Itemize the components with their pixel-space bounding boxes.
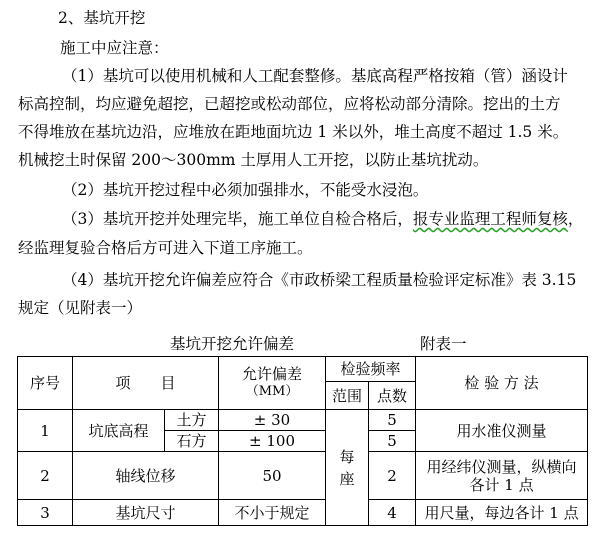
- row-1-pts-a: 5: [369, 410, 416, 431]
- row-1-no: 1: [18, 410, 73, 452]
- table-row: [18, 500, 588, 526]
- header-points: 点数: [369, 382, 416, 410]
- header-tolerance-unit: （MM）: [245, 384, 299, 399]
- row-2-method-line-2: 各计 1 点: [469, 475, 534, 494]
- row-3-method: 用尺量，每边各计 1 点: [416, 500, 588, 526]
- row-1-tol-b: ± 100: [219, 431, 326, 452]
- table-title: 基坑开挖允许偏差: [170, 335, 295, 353]
- table-row: [18, 452, 588, 500]
- paragraph-1-line-1: （1）基坑可以使用机械和人工配套整修。基底高程严格按箱（管）涵设计: [62, 67, 568, 85]
- table-reference: 附表一: [420, 335, 467, 353]
- paragraph-3-part-c: ，: [567, 210, 584, 228]
- section-heading: 2、基坑开挖: [58, 9, 146, 27]
- table-row: [18, 410, 588, 431]
- paragraph-1-line-2: 标高控制，均应避免超挖，已超挖或松动部位，应将松动部分清除。挖出的土方: [18, 95, 561, 113]
- row-1-item: 坑底高程: [73, 410, 165, 452]
- header-method: 检 验 方 法: [416, 357, 588, 410]
- header-row-1: [18, 357, 588, 382]
- row-3-tol: 不小于规定: [219, 500, 326, 526]
- paragraph-3-line-2: 经监理复验合格后方可进入下道工序施工。: [18, 239, 313, 257]
- header-item: 项 目: [73, 357, 219, 410]
- paragraph-2: （2）基坑开挖过程中必须加强排水，不能受水浸泡。: [62, 181, 429, 199]
- range-value: [326, 446, 368, 490]
- paragraph-1-line-4: 机械挖土时保留 200～300mm 土厚用人工开挖，以防止基坑扰动。: [18, 151, 489, 169]
- row-2-method: [416, 452, 588, 500]
- paragraph-1-line-3: 不得堆放在基坑边沿，应堆放在距地面坑边 1 米以外，堆土高度不超过 1.5 米。: [18, 123, 569, 141]
- row-3-pts: 4: [369, 500, 416, 526]
- row-2-pts: 2: [369, 452, 416, 500]
- range-cell: [326, 410, 369, 526]
- range-char-1: 每: [339, 447, 355, 466]
- intro-text: 施工中应注意：: [60, 39, 169, 57]
- paragraph-3-part-a: （3）基坑开挖并处理完毕，施工单位自检合格后，: [62, 210, 413, 228]
- row-1-tol-a: ± 30: [219, 410, 326, 431]
- range-char-2: 座: [339, 469, 355, 488]
- tolerance-table: [17, 356, 588, 526]
- row-3-item: 基坑尺寸: [73, 500, 219, 526]
- row-1-pts-b: 5: [369, 431, 416, 452]
- row-1-method: 用水准仪测量: [416, 410, 588, 452]
- header-frequency: 检验频率: [326, 357, 416, 382]
- paragraph-4-line-2: 规定（见附表一）: [18, 299, 143, 317]
- row-2-method-line-1: 用经纬仪测量，纵横向: [426, 457, 577, 476]
- row-2-item: 轴线位移: [73, 452, 219, 500]
- header-tolerance-label: 允许偏差: [242, 365, 303, 383]
- row-1-sub-b: 石方: [165, 431, 219, 452]
- paragraph-4-line-1: （4）基坑开挖允许偏差应符合《市政桥梁工程质量检验评定标准》表 3.15: [62, 271, 577, 289]
- row-3-no: 3: [18, 500, 73, 526]
- header-range: 范围: [326, 382, 369, 410]
- row-2-tol: 50: [219, 452, 326, 500]
- row-2-no: 2: [18, 452, 73, 500]
- paragraph-3-underlined: 报专业监理工程师复核: [412, 210, 568, 228]
- header-tolerance: [219, 357, 326, 410]
- paragraph-3-line-1: [62, 209, 583, 229]
- row-1-sub-a: 土方: [165, 410, 219, 431]
- header-no: 序号: [18, 357, 73, 410]
